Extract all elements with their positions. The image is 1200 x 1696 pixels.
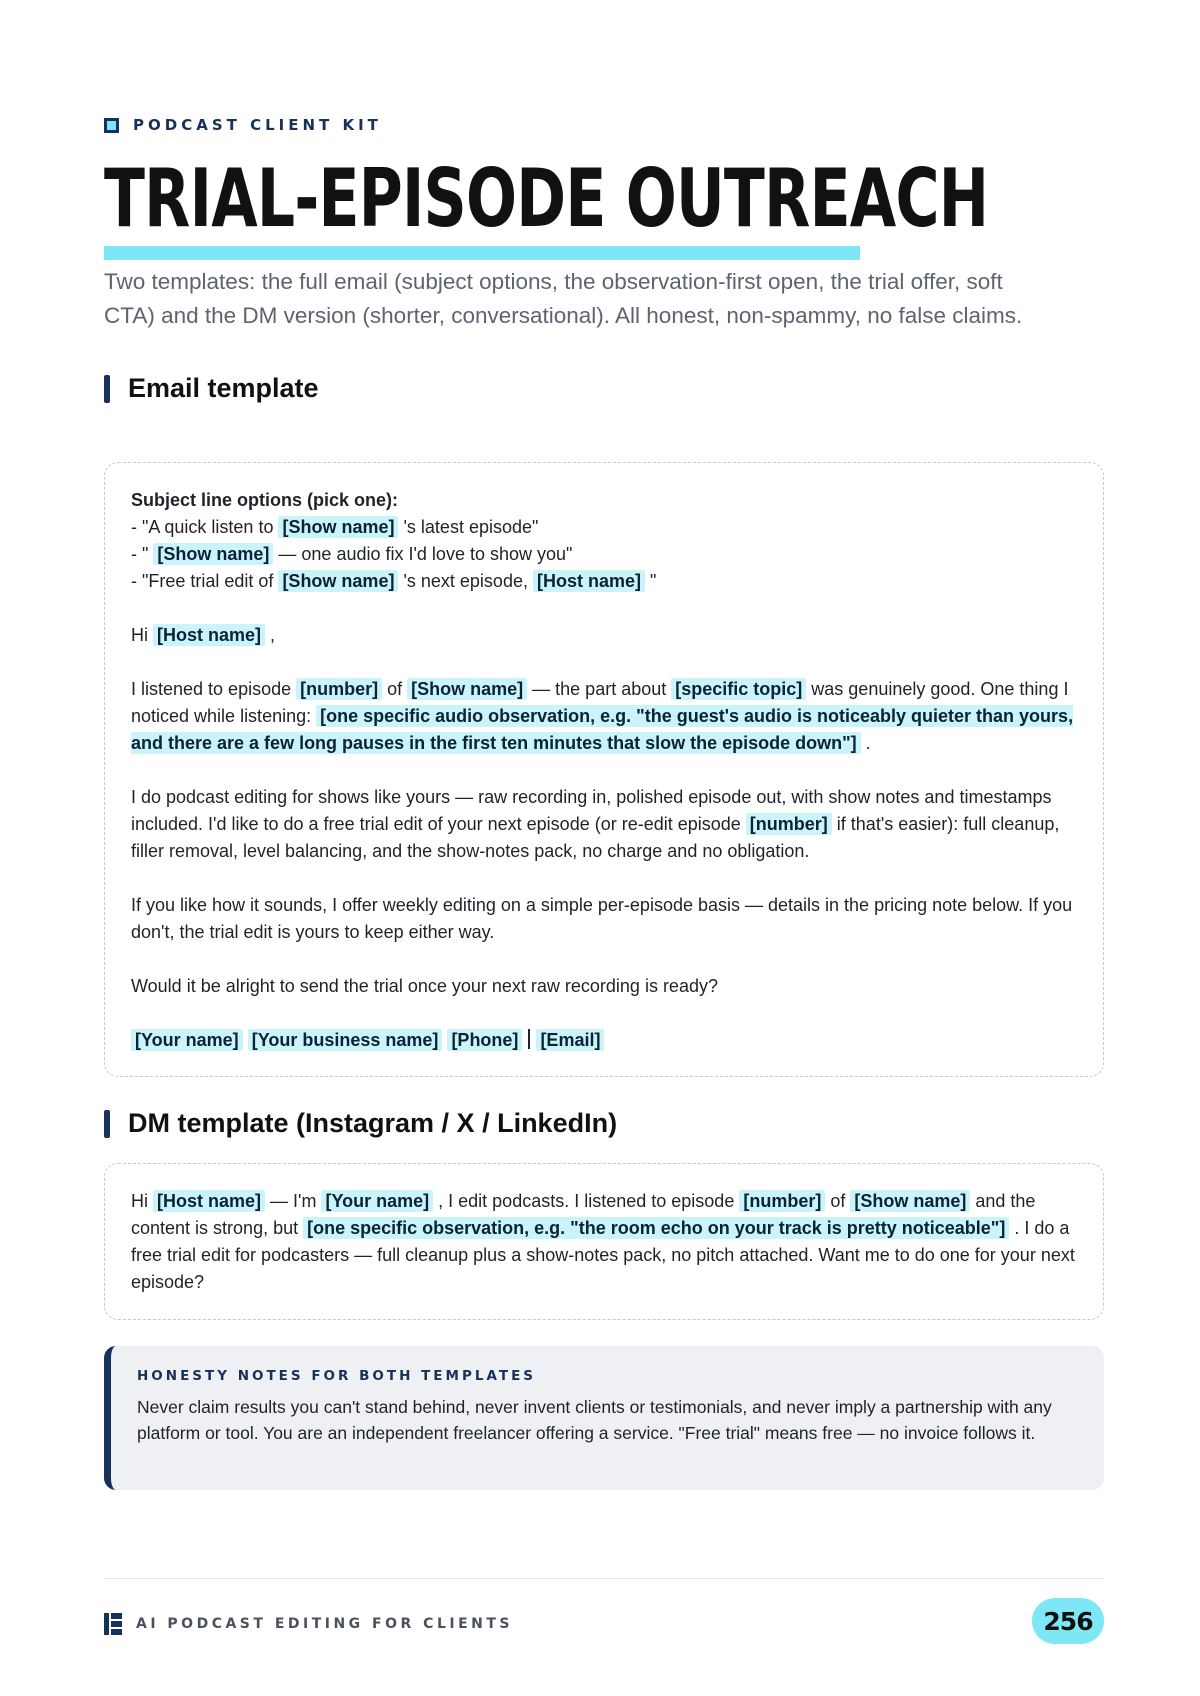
placeholder: [Host name] — [533, 570, 645, 592]
page-number: 256 — [1032, 1598, 1104, 1644]
placeholder: [specific topic] — [671, 678, 806, 700]
placeholder: [number] — [296, 678, 382, 700]
placeholder: [Host name] — [153, 1190, 265, 1212]
page — [104, 0, 1104, 1696]
placeholder: [Your business name] — [248, 1029, 443, 1051]
honesty-note-body: Never claim results you can't stand behind, never invent clients or testimonials, and never imply a partnership with any platform or tool. You are an independent freelancer offering a service. "Free trial" means free — no invoice follows it. — [137, 1397, 1052, 1443]
placeholder: [Show name] — [153, 543, 273, 565]
email-paragraph-1: I listened to episode [number] of [Show name] — the part about [specific topic] was genuinely good. One thing I noticed while listening: [one specific audio observation, e.g. "the guest's audio is noticeably quieter than yours, and there are a few long pauses in the first ten minutes that slow the episode down"] . — [131, 679, 1074, 753]
placeholder: [Email] — [536, 1029, 604, 1051]
square-icon — [104, 118, 119, 133]
subject-heading: Subject line options (pick one): — [131, 490, 399, 510]
dm-template-box — [104, 1163, 1104, 1320]
signature — [131, 1027, 1077, 1054]
subject-option-3: - "Free trial edit of [Show name] 's next episode, [Host name] " — [131, 571, 657, 591]
kicker-label: PODCAST CLIENT KIT — [133, 116, 382, 134]
kicker — [104, 116, 382, 134]
subject-options — [131, 487, 1077, 595]
placeholder: [number] — [746, 813, 832, 835]
placeholder: [Show name] — [850, 1190, 970, 1212]
title-block — [104, 152, 1200, 245]
page-subtitle: Two templates: the full email (subject options, the observation-first open, the trial offer, soft CTA) and the DM version (shorter, conversational). All honest, non-spammy, no false claims. — [104, 269, 1023, 328]
placeholder: [Show name] — [278, 570, 398, 592]
separator — [528, 1029, 530, 1049]
email-paragraph-3: If you like how it sounds, I offer weekly editing on a simple per-episode basis — details in the pricing note below. If you don't, the trial edit is yours to keep either way. — [131, 895, 1073, 942]
email-paragraph-4: Would it be alright to send the trial once your next raw recording is ready? — [131, 976, 718, 996]
page-title: TRIAL-EPISODE OUTREACH — [104, 152, 989, 245]
email-section-heading — [104, 373, 319, 404]
section-bar — [104, 1110, 110, 1138]
dm-paragraph: Hi [Host name] — I'm [Your name] , I edit podcasts. I listened to episode [number] of [Show name] and the content is strong, but [one specific observation, e.g. "the room echo on your track is pretty noticeable"] . I do a free trial edit for podcasters — full cleanup plus a show-notes pack, no pitch attached. Want me to do one for your next episode? — [131, 1191, 1075, 1292]
placeholder: [Your name] — [321, 1190, 433, 1212]
placeholder: [Phone] — [447, 1029, 522, 1051]
book-icon — [104, 1613, 122, 1635]
dm-section-heading — [104, 1108, 617, 1139]
placeholder: [Host name] — [153, 624, 265, 646]
footer-divider — [104, 1578, 1104, 1579]
placeholder: [number] — [739, 1190, 825, 1212]
greeting: Hi [Host name] , — [131, 625, 276, 645]
placeholder: [one specific observation, e.g. "the room echo on your track is pretty noticeable"] — [303, 1217, 1009, 1239]
email-section-title: Email template — [128, 373, 319, 403]
footer — [104, 1613, 513, 1635]
book-title: AI PODCAST EDITING FOR CLIENTS — [136, 1616, 513, 1632]
honesty-note — [104, 1346, 1104, 1490]
placeholder: [Your name] — [131, 1029, 243, 1051]
dm-section-title: DM template (Instagram / X / LinkedIn) — [128, 1108, 618, 1138]
placeholder: [one specific audio observation, e.g. "the guest's audio is noticeably quieter than yours, and there are a few long pauses in the first ten minutes that slow the episode down"] — [131, 706, 1074, 753]
title-underline — [104, 246, 860, 260]
email-template-box — [104, 462, 1104, 1077]
honesty-note-heading: HONESTY NOTES FOR BOTH TEMPLATES — [137, 1368, 537, 1384]
subject-option-1: - "A quick listen to [Show name] 's latest episode" — [131, 517, 539, 537]
section-bar — [104, 375, 110, 403]
placeholder: [Show name] — [278, 516, 398, 538]
placeholder: [Show name] — [407, 678, 527, 700]
email-paragraph-2: I do podcast editing for shows like yours — raw recording in, polished episode out, with show notes and timestamps included. I'd like to do a free trial edit of your next episode (or re-edit episode [number] if that's easier): full cleanup, filler removal, level balancing, and the show-notes pack, no charge and no obligation. — [131, 787, 1060, 861]
subject-option-2: - " [Show name] — one audio fix I'd love to show you" — [131, 544, 573, 564]
